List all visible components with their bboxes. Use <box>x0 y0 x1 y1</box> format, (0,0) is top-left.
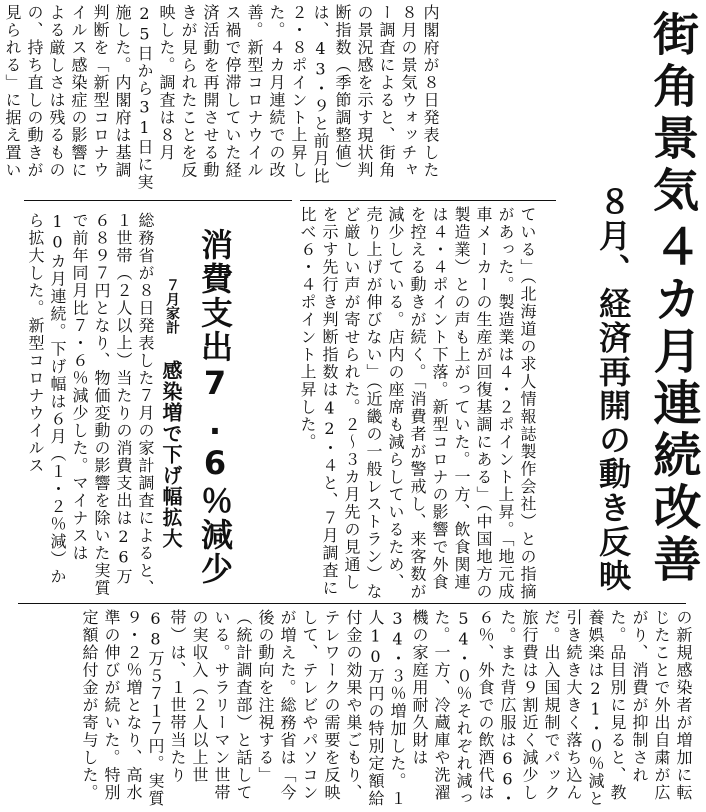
article2-headline: 消費支出7.6％減少 <box>196 228 234 586</box>
article2-body-bottom: の新規感染者が増加に転じたことで外出自粛が広がり、消費が抑制された。品目別に見ると、教養娯楽は21・０％減と引き続き大きく落ち込んだ。出入国規制でパック旅行費は９割近く減少した。また背広服は66・６％、外食での飲酒代は54・０％それぞれ減った。一方、冷蔵庫や洗濯機の家庭用耐久財は34・３％増加した。１人10万円の特別定額給付金の効果や巣ごもり、テレワークの需要を反映して、テレビやパソコンが増えた。総務省は「今後の動向を注視する」（統計調査部）と話している。サラリーマン世帯の実収入（２人以上世帯）は、１世帯当たり68万５７１７円。実質９・２％増となり、高水準の伸びが続いた。特別定額給付金が寄与した。 <box>80 609 693 808</box>
article2-body-top: 総務省が８日発表した７月の家計調査によると、１世帯（２人以上）当たりの消費支出は26万６８９７円となり、物価変動の影響を除いた実質で前年同月比７・６％減少した。マイナスは10カ月連続。下げ幅は６月（１・２％減）から拡大した。新型コロナウイルス <box>26 212 155 597</box>
headline-main: 街角景気 <box>646 10 700 218</box>
rule-bottom <box>18 603 686 604</box>
rule-right <box>300 200 556 201</box>
article2-label: ７月家計 <box>164 278 180 334</box>
headline-main-2: ４カ月連続改善 <box>645 222 701 586</box>
headline-sub: ８月、経済再開の動き反映 <box>594 185 632 593</box>
article2-subhead: 感染増で下げ幅拡大 <box>159 360 183 549</box>
rule-top <box>24 200 292 201</box>
article1-body-top: 内閣府が８日発表した８月の景気ウォッチャー調査によると、街角の景況感を示す現状判断指数（季節調整値）は、43・９と前月比２・８ポイント上昇した。４カ月連続での改善。新型コロナウイルス禍で停滞していた経済活動を再開させる動きが見られたことを反映した。調査は８月25日から31日に実施した。内閣府は基調判断を「新型コロナウイルス感染症の影響による厳しさは残るものの、持ち直しの動きが見られる」に据え置い <box>3 4 440 191</box>
article1-body-middle: ている」（北海道の求人情報誌製作会社）との指摘があった。製造業は４・２ポイント上昇。「地元成車メーカーの生産が回復基調にある」（中国地方の製造業）との声も上がっていた。一方、飲食関連は４・４ポイント下落。新型コロナの影響で外食を控える動きが続く。「消費者が警戒し、来客数が減少している。店内の座席も減らしているため、売り上げが伸びない」（近畿の一般レストラン）など厳しい声が寄せられた。２〜３カ月先の見通しを示す先行き判断指数は42・４と、７月調査に比べ６・４ポイント上昇した。 <box>298 206 537 601</box>
